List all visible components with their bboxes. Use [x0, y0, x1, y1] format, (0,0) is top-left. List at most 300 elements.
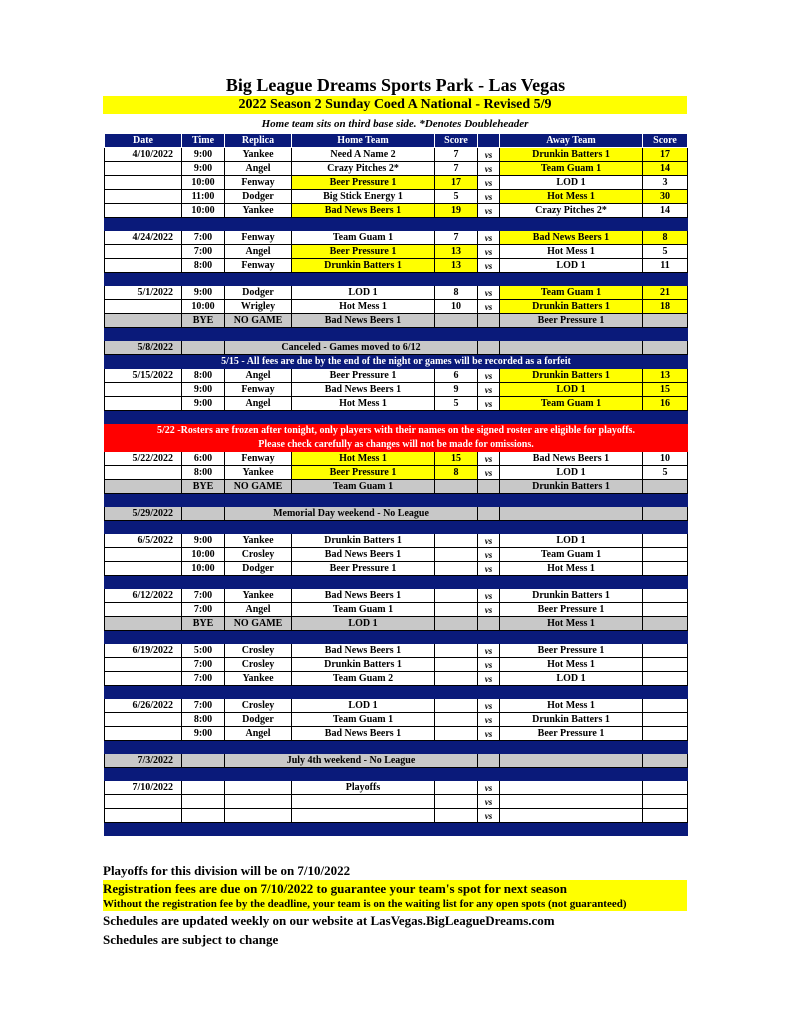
game-row	[105, 699, 688, 713]
home-score-cell	[435, 603, 478, 617]
time-cell	[182, 781, 225, 795]
home-team-cell: Drunkin Batters 1	[292, 534, 435, 548]
away-score-cell	[643, 644, 688, 658]
separator-row	[105, 494, 688, 507]
home-team-cell: Drunkin Batters 1	[292, 259, 435, 273]
vs-cell: vs	[478, 658, 500, 672]
home-team-cell: Team Guam 1	[292, 231, 435, 245]
away-team-cell: LOD 1	[500, 176, 643, 190]
away-score-cell	[643, 699, 688, 713]
vs-cell: vs	[478, 369, 500, 383]
date-cell	[105, 176, 182, 190]
away-score-cell: 5	[643, 245, 688, 259]
home-score-cell: 7	[435, 162, 478, 176]
season-subtitle: 2022 Season 2 Sunday Coed A National - Revised 5/9	[103, 96, 687, 114]
date-cell: 6/19/2022	[105, 644, 182, 658]
away-team-cell: Team Guam 1	[500, 286, 643, 300]
away-score-cell: 30	[643, 190, 688, 204]
away-team-cell: Drunkin Batters 1	[500, 589, 643, 603]
message-cell: Canceled - Games moved to 6/12	[225, 341, 478, 355]
replica-cell: Yankee	[225, 204, 292, 218]
vs-cell: vs	[478, 466, 500, 480]
home-score-cell: 5	[435, 190, 478, 204]
time-cell: 7:00	[182, 672, 225, 686]
game-row	[105, 286, 688, 300]
separator-row	[105, 411, 688, 424]
notice-row	[105, 355, 688, 369]
separator-row	[105, 823, 688, 836]
date-cell	[105, 809, 182, 823]
away-score-cell: 15	[643, 383, 688, 397]
date-cell	[105, 190, 182, 204]
away-score-cell: 11	[643, 259, 688, 273]
away-team-cell: Drunkin Batters 1	[500, 369, 643, 383]
home-score-cell	[435, 562, 478, 576]
replica-cell	[225, 795, 292, 809]
away-score-cell	[643, 589, 688, 603]
away-score-cell: 3	[643, 176, 688, 190]
home-score-cell: 10	[435, 300, 478, 314]
replica-cell: Crosley	[225, 548, 292, 562]
away-score-cell	[643, 617, 688, 631]
message-cell: Memorial Day weekend - No League	[225, 507, 478, 521]
separator-cell	[105, 494, 688, 507]
home-team-cell: Bad News Beers 1	[292, 314, 435, 328]
date-cell	[105, 245, 182, 259]
date-cell: 5/1/2022	[105, 286, 182, 300]
col-away-score: Score	[643, 134, 688, 148]
replica-cell: Fenway	[225, 383, 292, 397]
vs-cell: vs	[478, 644, 500, 658]
vs-cell: vs	[478, 204, 500, 218]
separator-cell	[105, 328, 688, 341]
home-team-cell: Beer Pressure 1	[292, 176, 435, 190]
website-note: Schedules are updated weekly on our website at LasVegas.BigLeagueDreams.com	[103, 913, 555, 928]
away-score-cell	[643, 562, 688, 576]
no-games-row	[105, 341, 688, 355]
home-score-cell	[435, 727, 478, 741]
vs-cell: vs	[478, 162, 500, 176]
time-cell: 10:00	[182, 204, 225, 218]
home-team-cell: Crazy Pitches 2*	[292, 162, 435, 176]
home-score-cell: 13	[435, 259, 478, 273]
replica-cell	[225, 781, 292, 795]
game-row	[105, 204, 688, 218]
home-team-cell: Team Guam 1	[292, 480, 435, 494]
vs-cell	[478, 507, 500, 521]
col-away-team: Away Team	[500, 134, 643, 148]
date-cell	[105, 259, 182, 273]
home-score-cell: 19	[435, 204, 478, 218]
replica-cell: Fenway	[225, 452, 292, 466]
page-title: Big League Dreams Sports Park - Las Vegas	[225, 75, 566, 95]
home-score-cell: 5	[435, 397, 478, 411]
time-cell: 9:00	[182, 286, 225, 300]
game-row	[105, 245, 688, 259]
replica-cell: Yankee	[225, 148, 292, 162]
away-team-cell: Beer Pressure 1	[500, 314, 643, 328]
date-cell	[105, 314, 182, 328]
away-team-cell	[500, 795, 643, 809]
game-row	[105, 727, 688, 741]
no-games-row	[105, 507, 688, 521]
game-row	[105, 795, 688, 809]
home-score-cell	[435, 548, 478, 562]
away-team-cell: Drunkin Batters 1	[500, 148, 643, 162]
away-team-cell: Hot Mess 1	[500, 190, 643, 204]
col-home-score: Score	[435, 134, 478, 148]
replica-cell: NO GAME	[225, 617, 292, 631]
time-cell: BYE	[182, 314, 225, 328]
away-team-cell: Beer Pressure 1	[500, 727, 643, 741]
time-cell: 9:00	[182, 162, 225, 176]
vs-cell: vs	[478, 286, 500, 300]
replica-cell: NO GAME	[225, 480, 292, 494]
time-cell: 8:00	[182, 259, 225, 273]
home-team-cell: Beer Pressure 1	[292, 466, 435, 480]
time-cell: 10:00	[182, 548, 225, 562]
time-cell: 7:00	[182, 231, 225, 245]
time-cell: 8:00	[182, 713, 225, 727]
replica-cell: Crosley	[225, 699, 292, 713]
vs-cell: vs	[478, 603, 500, 617]
away-team-cell: Drunkin Batters 1	[500, 713, 643, 727]
time-cell: BYE	[182, 617, 225, 631]
replica-cell: Crosley	[225, 644, 292, 658]
game-row	[105, 713, 688, 727]
home-team-cell: Bad News Beers 1	[292, 644, 435, 658]
vs-cell: vs	[478, 397, 500, 411]
date-cell	[105, 562, 182, 576]
away-team-cell: LOD 1	[500, 672, 643, 686]
replica-cell: Dodger	[225, 562, 292, 576]
game-row	[105, 809, 688, 823]
replica-cell: Angel	[225, 162, 292, 176]
home-team-cell: Drunkin Batters 1	[292, 658, 435, 672]
home-score-cell: 8	[435, 466, 478, 480]
home-team-cell: Beer Pressure 1	[292, 562, 435, 576]
col-vs	[478, 134, 500, 148]
away-team-cell	[500, 507, 643, 521]
time-cell: 7:00	[182, 589, 225, 603]
separator-row	[105, 273, 688, 286]
vs-cell: vs	[478, 148, 500, 162]
date-cell: 6/5/2022	[105, 534, 182, 548]
separator-cell	[105, 768, 688, 781]
game-row	[105, 466, 688, 480]
away-score-cell	[643, 534, 688, 548]
date-cell	[105, 603, 182, 617]
home-team-cell: Need A Name 2	[292, 148, 435, 162]
home-score-cell	[435, 795, 478, 809]
home-team-cell: Hot Mess 1	[292, 452, 435, 466]
away-score-cell	[643, 795, 688, 809]
home-team-cell: Bad News Beers 1	[292, 548, 435, 562]
date-cell: 7/10/2022	[105, 781, 182, 795]
date-cell	[105, 548, 182, 562]
notice-text: 5/22 -Rosters are frozen after tonight, only players with their names on the signed roster are eligible for playoffs.	[105, 424, 688, 438]
vs-cell: vs	[478, 795, 500, 809]
replica-cell: Dodger	[225, 190, 292, 204]
away-score-cell: 10	[643, 452, 688, 466]
game-row	[105, 781, 688, 795]
game-row	[105, 672, 688, 686]
game-row	[105, 231, 688, 245]
time-cell: 5:00	[182, 644, 225, 658]
time-cell: 8:00	[182, 369, 225, 383]
away-team-cell: Drunkin Batters 1	[500, 300, 643, 314]
replica-cell: Angel	[225, 245, 292, 259]
home-score-cell: 7	[435, 148, 478, 162]
time-cell: 9:00	[182, 534, 225, 548]
date-cell: 6/26/2022	[105, 699, 182, 713]
home-score-cell	[435, 699, 478, 713]
vs-cell: vs	[478, 383, 500, 397]
game-row	[105, 383, 688, 397]
home-score-cell: 15	[435, 452, 478, 466]
replica-cell: Angel	[225, 727, 292, 741]
away-team-cell: Bad News Beers 1	[500, 452, 643, 466]
home-team-cell: Hot Mess 1	[292, 397, 435, 411]
vs-cell: vs	[478, 259, 500, 273]
date-cell	[105, 204, 182, 218]
time-cell: 9:00	[182, 727, 225, 741]
replica-cell: Angel	[225, 603, 292, 617]
game-row	[105, 397, 688, 411]
col-home-team: Home Team	[292, 134, 435, 148]
replica-cell: Yankee	[225, 466, 292, 480]
home-score-cell	[435, 672, 478, 686]
date-cell	[105, 162, 182, 176]
home-team-cell: Beer Pressure 1	[292, 369, 435, 383]
game-row	[105, 176, 688, 190]
away-team-cell	[500, 341, 643, 355]
time-cell: 9:00	[182, 397, 225, 411]
time-cell	[182, 795, 225, 809]
replica-cell: Fenway	[225, 259, 292, 273]
game-row	[105, 148, 688, 162]
game-row	[105, 162, 688, 176]
bye-row	[105, 617, 688, 631]
replica-cell: Dodger	[225, 713, 292, 727]
away-team-cell: LOD 1	[500, 383, 643, 397]
home-team-cell: Team Guam 1	[292, 713, 435, 727]
replica-cell: Crosley	[225, 658, 292, 672]
vs-cell: vs	[478, 589, 500, 603]
time-cell: 10:00	[182, 562, 225, 576]
date-cell	[105, 466, 182, 480]
separator-row	[105, 631, 688, 644]
playoffs-note: Playoffs for this division will be on 7/10/2022	[103, 863, 351, 878]
home-team-note: Home team sits on third base side. *Denotes Doubleheader	[261, 118, 529, 130]
time-cell	[182, 809, 225, 823]
time-cell: BYE	[182, 480, 225, 494]
away-score-cell: 8	[643, 231, 688, 245]
schedule-table	[104, 133, 688, 836]
away-score-cell	[643, 658, 688, 672]
vs-cell: vs	[478, 176, 500, 190]
time-cell	[182, 754, 225, 768]
vs-cell: vs	[478, 699, 500, 713]
away-team-cell: Bad News Beers 1	[500, 231, 643, 245]
home-team-cell: Bad News Beers 1	[292, 204, 435, 218]
date-cell	[105, 727, 182, 741]
date-cell: 5/29/2022	[105, 507, 182, 521]
home-team-cell: Big Stick Energy 1	[292, 190, 435, 204]
away-score-cell	[643, 713, 688, 727]
away-team-cell	[500, 809, 643, 823]
replica-cell	[225, 809, 292, 823]
vs-cell: vs	[478, 781, 500, 795]
time-cell: 11:00	[182, 190, 225, 204]
away-score-cell: 14	[643, 162, 688, 176]
waiting-list-note: Without the registration fee by the deadline, your team is on the waiting list for any open spots (not guaranteed)	[103, 897, 687, 911]
notice-text: 5/15 - All fees are due by the end of the night or games will be recorded as a forfeit	[105, 355, 688, 369]
home-score-cell: 7	[435, 231, 478, 245]
game-row	[105, 589, 688, 603]
away-team-cell: LOD 1	[500, 534, 643, 548]
date-cell	[105, 795, 182, 809]
home-team-cell: Beer Pressure 1	[292, 245, 435, 259]
game-row	[105, 534, 688, 548]
vs-cell: vs	[478, 672, 500, 686]
vs-cell: vs	[478, 809, 500, 823]
home-team-cell: LOD 1	[292, 699, 435, 713]
game-row	[105, 190, 688, 204]
home-team-cell: Bad News Beers 1	[292, 383, 435, 397]
separator-cell	[105, 521, 688, 534]
away-team-cell: Hot Mess 1	[500, 699, 643, 713]
date-cell	[105, 383, 182, 397]
away-score-cell: 5	[643, 466, 688, 480]
separator-row	[105, 686, 688, 699]
col-replica: Replica	[225, 134, 292, 148]
replica-cell: Angel	[225, 369, 292, 383]
date-cell: 4/24/2022	[105, 231, 182, 245]
time-cell: 7:00	[182, 658, 225, 672]
away-score-cell	[643, 507, 688, 521]
away-score-cell	[643, 672, 688, 686]
replica-cell: NO GAME	[225, 314, 292, 328]
replica-cell: Wrigley	[225, 300, 292, 314]
separator-row	[105, 768, 688, 781]
bye-row	[105, 480, 688, 494]
game-row	[105, 452, 688, 466]
time-cell: 9:00	[182, 148, 225, 162]
vs-cell: vs	[478, 245, 500, 259]
away-team-cell: Crazy Pitches 2*	[500, 204, 643, 218]
header-row	[105, 134, 688, 148]
home-team-cell: LOD 1	[292, 286, 435, 300]
home-team-cell	[292, 809, 435, 823]
home-score-cell	[435, 534, 478, 548]
home-score-cell: 17	[435, 176, 478, 190]
away-team-cell: Beer Pressure 1	[500, 644, 643, 658]
home-score-cell: 13	[435, 245, 478, 259]
separator-cell	[105, 686, 688, 699]
replica-cell: Fenway	[225, 176, 292, 190]
away-team-cell: Team Guam 1	[500, 162, 643, 176]
col-date: Date	[105, 134, 182, 148]
time-cell	[182, 341, 225, 355]
separator-cell	[105, 631, 688, 644]
away-score-cell	[643, 603, 688, 617]
away-score-cell: 18	[643, 300, 688, 314]
away-score-cell	[643, 480, 688, 494]
vs-cell: vs	[478, 713, 500, 727]
home-score-cell: 9	[435, 383, 478, 397]
home-score-cell	[435, 480, 478, 494]
home-team-cell: Playoffs	[292, 781, 435, 795]
separator-row	[105, 218, 688, 231]
vs-cell	[478, 617, 500, 631]
game-row	[105, 369, 688, 383]
date-cell: 5/8/2022	[105, 341, 182, 355]
game-row	[105, 300, 688, 314]
replica-cell: Yankee	[225, 672, 292, 686]
date-cell	[105, 480, 182, 494]
vs-cell	[478, 314, 500, 328]
home-score-cell	[435, 658, 478, 672]
home-score-cell	[435, 644, 478, 658]
vs-cell: vs	[478, 452, 500, 466]
separator-cell	[105, 741, 688, 754]
vs-cell: vs	[478, 231, 500, 245]
vs-cell: vs	[478, 562, 500, 576]
separator-cell	[105, 273, 688, 286]
vs-cell: vs	[478, 727, 500, 741]
away-team-cell	[500, 754, 643, 768]
game-row	[105, 562, 688, 576]
away-score-cell: 21	[643, 286, 688, 300]
home-team-cell: Team Guam 2	[292, 672, 435, 686]
away-score-cell	[643, 781, 688, 795]
game-row	[105, 548, 688, 562]
time-cell: 9:00	[182, 383, 225, 397]
footer	[103, 862, 687, 949]
home-score-cell	[435, 617, 478, 631]
no-games-row	[105, 754, 688, 768]
away-team-cell: Hot Mess 1	[500, 562, 643, 576]
vs-cell	[478, 480, 500, 494]
away-team-cell: Hot Mess 1	[500, 617, 643, 631]
separator-row	[105, 521, 688, 534]
time-cell: 7:00	[182, 245, 225, 259]
away-score-cell	[643, 341, 688, 355]
vs-cell: vs	[478, 548, 500, 562]
time-cell: 10:00	[182, 300, 225, 314]
away-score-cell	[643, 727, 688, 741]
vs-cell	[478, 341, 500, 355]
alert-row	[105, 424, 688, 438]
home-score-cell: 6	[435, 369, 478, 383]
game-row	[105, 603, 688, 617]
date-cell	[105, 672, 182, 686]
date-cell: 5/22/2022	[105, 452, 182, 466]
away-score-cell: 14	[643, 204, 688, 218]
away-score-cell: 16	[643, 397, 688, 411]
separator-cell	[105, 576, 688, 589]
away-team-cell: Team Guam 1	[500, 397, 643, 411]
vs-cell: vs	[478, 534, 500, 548]
away-team-cell: Hot Mess 1	[500, 658, 643, 672]
home-score-cell: 8	[435, 286, 478, 300]
home-score-cell	[435, 314, 478, 328]
col-time: Time	[182, 134, 225, 148]
date-cell: 6/12/2022	[105, 589, 182, 603]
date-cell	[105, 658, 182, 672]
away-team-cell: Hot Mess 1	[500, 245, 643, 259]
